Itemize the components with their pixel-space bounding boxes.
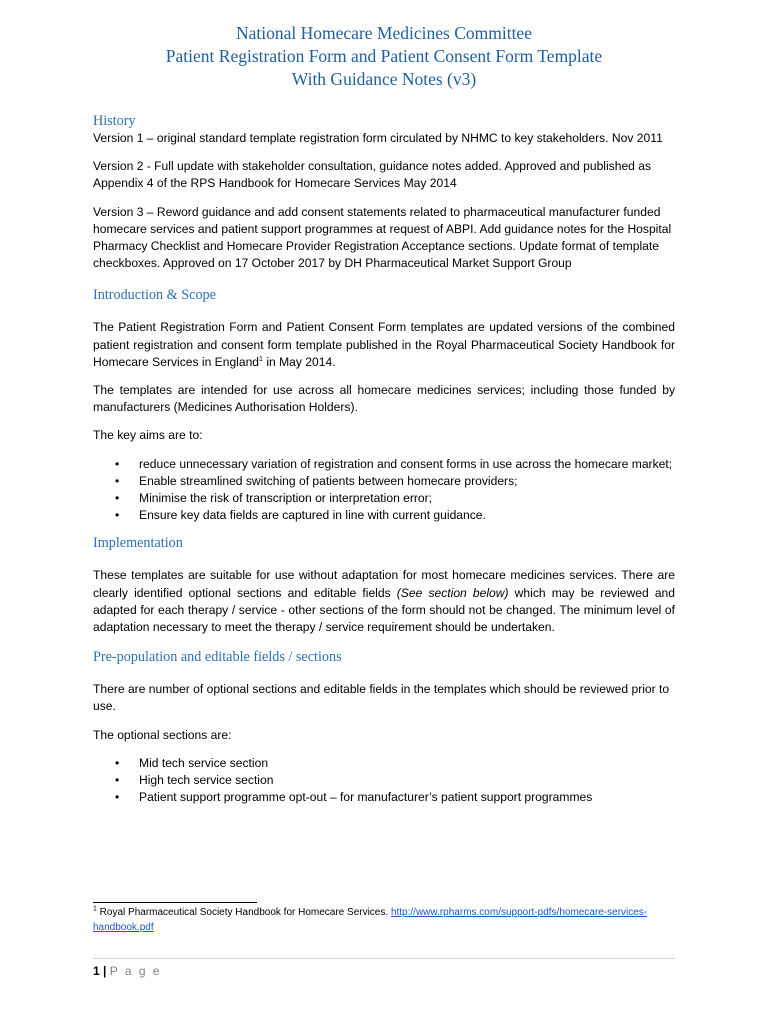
list-item: • Enable streamlined switching of patients between homecare providers; (93, 473, 675, 490)
key-aims-label: The key aims are to: (93, 428, 203, 443)
footnote-number: 1 (93, 905, 97, 913)
title-line-form: Patient Registration Form and Patient Consent Form Template (165, 46, 603, 66)
footnote (93, 906, 653, 935)
implementation-heading: Implementation (93, 535, 183, 552)
bullet-icon: • (115, 773, 120, 788)
bullet-icon: • (115, 456, 120, 471)
intro-p1-text-end: in May 2014. (262, 354, 336, 369)
prepopulation-paragraph: There are number of optional sections and editable fields in the templates which should be reviewed prior to use. (93, 682, 670, 714)
footer-separator: | (103, 964, 107, 978)
page-number: 1 (93, 964, 100, 978)
list-item: • Mid tech service section (93, 755, 675, 772)
list-item: • Patient support programme opt-out – for manufacturer’s patient support programmes (93, 789, 675, 806)
bullet-icon: • (115, 491, 120, 506)
history-heading: History (93, 113, 136, 129)
intro-p1-text: The Patient Registration Form and Patient Consent Form templates are updated versions of the combined patient registration and consent form template published in the Royal Pharmaceutical Society Handbook for Homecare Services in England (93, 320, 675, 369)
implementation-paragraph: These templates are suitable for use without adaptation for most homecare medicines services. There are clearly identified optional sections and editable fields (See section below) which may be reviewed and adapted for each therapy / service - other sections of the form should not be changed. The minimum level of adaptation necessary to meet the therapy / service requirement should be undertaken. (93, 568, 675, 635)
history-version-3: Version 3 – Reword guidance and add consent statements related to pharmaceutical manufacturer funded homecare services and patient support programmes at request of ABPI. Add guidance notes for the Hospital Pharmacy Checklist and Homecare Provider Registration Acceptance sections. Update format of template checkboxes. Approved on 17 October 2017 by DH Pharmaceutical Market Support Group (93, 204, 672, 271)
optional-sections-label: The optional sections are: (93, 727, 232, 742)
optional-sections-list (93, 755, 675, 807)
list-item: • Minimise the risk of transcription or interpretation error; (93, 490, 675, 507)
intro-paragraph-2: The templates are intended for use across all homecare medicines services; including those funded by manufacturers (Medicines Authorisation Holders). (93, 383, 675, 415)
bullet-icon: • (115, 790, 120, 805)
title-line-guidance: With Guidance Notes (v3) (291, 69, 477, 89)
key-aims-list (93, 456, 675, 525)
history-version-2: Version 2 - Full update with stakeholder consultation, guidance notes added. Approved and published as Appendix 4 of the RPS Handbook for Homecare Services May 2014 (93, 159, 652, 191)
footnote-reference[interactable]: 1 (259, 355, 263, 363)
bullet-icon: • (115, 508, 120, 523)
list-item: • High tech service section (93, 772, 675, 789)
bullet-icon: • (115, 755, 120, 770)
bullet-icon: • (115, 473, 120, 488)
intro-paragraph-1 (93, 319, 675, 371)
document-body (93, 112, 675, 806)
page-label: P a g e (109, 964, 162, 978)
footer-divider (93, 958, 675, 959)
title-line-committee: National Homecare Medicines Committee (236, 23, 532, 43)
see-section-note: (See section below) (396, 585, 509, 600)
page-footer (93, 963, 162, 979)
prepopulation-heading: Pre-population and editable fields / sections (93, 649, 342, 666)
footnote-separator (93, 902, 257, 903)
history-version-1: Version 1 – original standard template registration form circulated by NHMC to key stakeholders. Nov 2011 (93, 131, 663, 145)
list-item: • reduce unnecessary variation of registration and consent forms in use across the homecare market; (93, 456, 675, 473)
handbook-link[interactable]: http://www.rpharms.com/support-pdfs/homecare-services-handbook.pdf (93, 907, 648, 933)
list-item: • Ensure key data fields are captured in line with current guidance. (93, 507, 675, 524)
footnote-text: Royal Pharmaceutical Society Handbook for Homecare Services. (96, 907, 391, 918)
intro-heading: Introduction & Scope (93, 287, 216, 304)
document-title (0, 22, 768, 91)
